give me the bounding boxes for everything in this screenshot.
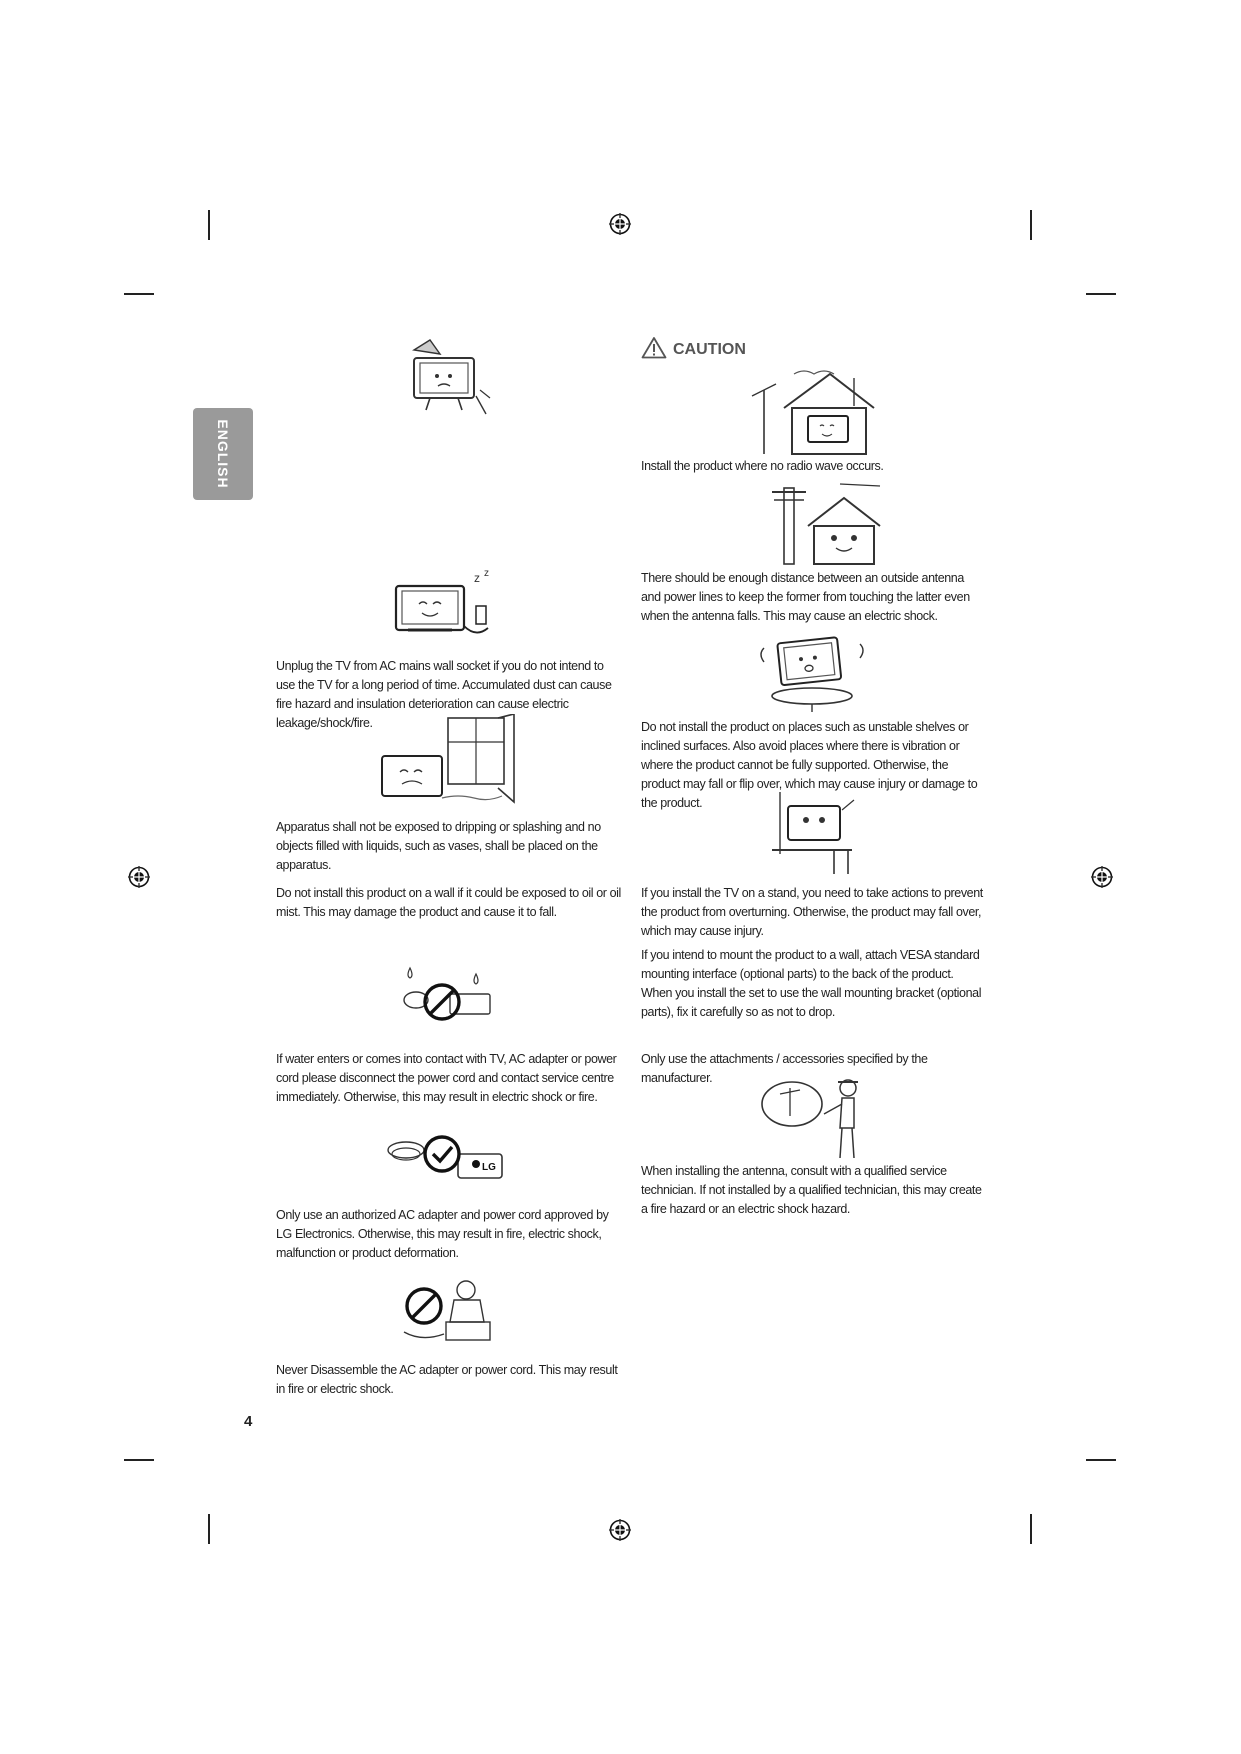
- safety-paragraph: Do not install the product on places such as unstable shelves or inclined surfaces. Also avoid places where there is vibration or where the product cannot be fully supported. Otherwise, the product may fall or flip over, which may cause injury or damage to the product.: [641, 720, 978, 810]
- safety-paragraph: If you install the TV on a stand, you need to take actions to prevent the product from overturning. Otherwise, the product may fall over, which may cause injury.: [641, 886, 983, 938]
- language-side-tab: [193, 408, 253, 500]
- safety-paragraph: If you intend to mount the product to a wall, attach VESA standard mounting interface (optional parts) to the back of the product. When you install the set to use the wall mounting bracket (optional parts), fix it carefully so as not to drop.: [641, 948, 982, 1019]
- registration-mark-icon: [1091, 866, 1113, 888]
- crop-mark: [124, 293, 154, 295]
- tv-power-plug-icon: [392, 568, 500, 644]
- safety-paragraph: Unplug the TV from AC mains wall socket if you do not intend to use the TV for a long period of time. Accumulated dust can cause fire hazard and insulation deterioration can cause electric leakage/shock/fire.: [276, 659, 612, 730]
- warning-triangle-icon: [641, 336, 667, 364]
- svg-text:z: z: [474, 571, 480, 585]
- unstable-tv-icon: [756, 628, 868, 712]
- lg-badge-text: LG: [482, 1162, 496, 1173]
- no-water-adapter-icon: [396, 958, 496, 1028]
- language-label: ENGLISH: [215, 419, 231, 489]
- registration-mark-icon: [128, 866, 150, 888]
- safety-paragraph: When installing the antenna, consult with a qualified service technician. If not installed by a qualified technician, this may create a fire hazard or an electric shock hazard.: [641, 1164, 982, 1216]
- crop-mark: [124, 1459, 154, 1461]
- safety-paragraph: There should be enough distance between an outside antenna and power lines to keep the former from touching the latter even when the antenna falls. This may cause an electric shock.: [641, 571, 970, 623]
- crop-mark: [1030, 210, 1032, 240]
- safety-paragraph: Only use an authorized AC adapter and power cord approved by LG Electronics. Otherwise, this may result in fire, electric shock, malfunction or product deformation.: [276, 1208, 609, 1260]
- antenna-power-line-icon: [744, 482, 882, 566]
- page-number: 4: [244, 1413, 253, 1430]
- no-disassemble-adapter-icon: [398, 1276, 496, 1350]
- safety-paragraph: Do not install this product on a wall if it could be exposed to oil or oil mist. This may damage the product and cause it to fall.: [276, 886, 621, 919]
- approved-lg-adapter-icon: [384, 1120, 508, 1194]
- registration-mark-icon: [609, 213, 631, 235]
- safety-paragraph: Only use the attachments / accessories specified by the manufacturer.: [641, 1052, 928, 1085]
- safety-paragraph: Never Disassemble the AC adapter or power cord. This may result in fire or electric shock.: [276, 1363, 618, 1396]
- crop-mark: [208, 210, 210, 240]
- safety-paragraph: Apparatus shall not be exposed to dripping or splashing and no objects filled with liquids, such as vases, shall be placed on the apparatus.: [276, 820, 601, 872]
- falling-tv-icon: [400, 336, 492, 422]
- caution-heading: [641, 338, 746, 362]
- crop-mark: [1030, 1514, 1032, 1544]
- house-antenna-icon: [744, 366, 882, 456]
- svg-text:z: z: [484, 568, 489, 579]
- crop-mark: [208, 1514, 210, 1544]
- crop-mark: [1086, 293, 1116, 295]
- registration-mark-icon: [609, 1519, 631, 1541]
- crop-mark: [1086, 1459, 1116, 1461]
- safety-paragraph: If water enters or comes into contact with TV, AC adapter or power cord please disconnect the power cord and contact service centre immediately. Otherwise, this may result in electric shock or fire.: [276, 1052, 617, 1104]
- safety-paragraph: Install the product where no radio wave occurs.: [641, 459, 884, 473]
- caution-label: CAUTION: [673, 341, 746, 358]
